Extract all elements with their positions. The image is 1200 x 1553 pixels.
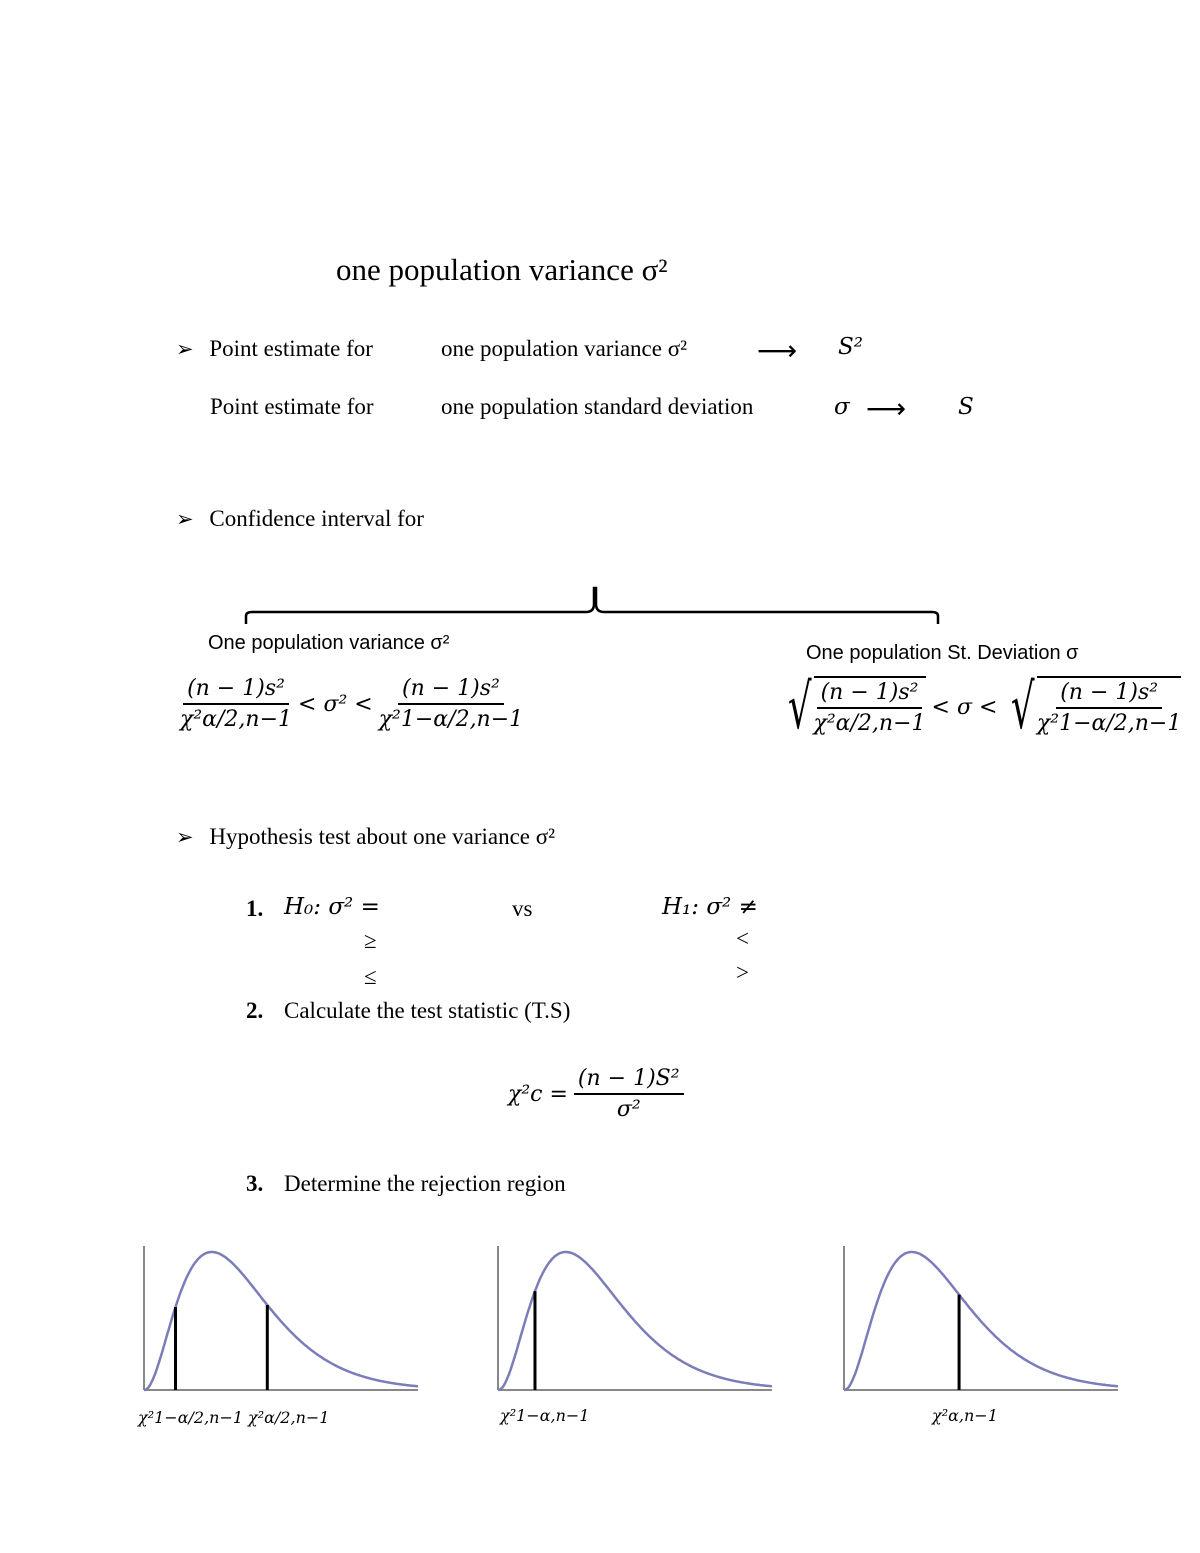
- fraction-denominator: χ²1−α/2,n−1: [1036, 711, 1182, 736]
- versus-text: vs: [512, 896, 533, 921]
- title-text: one population variance σ²: [336, 252, 668, 287]
- test-statistic-fraction: [574, 1066, 684, 1122]
- hypothesis-heading: [176, 824, 555, 850]
- fraction-denominator: χ²α/2,n−1: [813, 711, 926, 736]
- alternative-hypothesis: H₁: σ² ≠: [662, 894, 758, 920]
- step-1-number: 1.: [246, 896, 264, 921]
- estimator-s-squared: S²: [838, 334, 863, 360]
- curly-brace: [240, 584, 950, 628]
- sqrt-icon: √: [787, 670, 812, 743]
- ci-variance-label: One population variance σ²: [208, 632, 450, 654]
- graph1-label-right: χ²α/2,n−1: [248, 1408, 330, 1427]
- density-curve: [498, 1252, 772, 1390]
- h1-alt-gt: >: [736, 960, 749, 985]
- right-arrow-icon: ⟶: [757, 334, 798, 367]
- ci-variance-formula: [180, 676, 523, 732]
- ci-variance-left-fraction: [180, 676, 292, 732]
- ci-sd-left-fraction: [814, 680, 926, 736]
- rejection-region-graph-left-tailed: [494, 1246, 776, 1396]
- ci-sd-formula: [780, 670, 1182, 743]
- point-estimate-row-variance: [176, 336, 373, 362]
- ci-variance-right-fraction: [379, 676, 523, 732]
- rejection-region-graph-two-tailed: [140, 1246, 422, 1396]
- density-curve: [844, 1252, 1118, 1390]
- h1-alt-lt: <: [736, 926, 749, 951]
- point-estimate-prefix: Point estimate for: [209, 336, 373, 361]
- estimator-s: S: [958, 394, 974, 420]
- point-estimate-subject-sd: one population standard deviation: [441, 394, 754, 419]
- fraction-numerator: (n − 1)s²: [183, 676, 289, 705]
- graph3-label: χ²α,n−1: [932, 1406, 998, 1425]
- fraction-numerator: (n − 1)s²: [817, 680, 923, 709]
- inequality-middle: < σ² <: [298, 691, 373, 717]
- fraction-numerator: (n − 1)s²: [1056, 680, 1162, 709]
- null-hypothesis: H₀: σ² =: [284, 894, 380, 920]
- step-3-number: 3.: [246, 1171, 264, 1196]
- graph2-label: χ²1−α,n−1: [500, 1406, 590, 1425]
- sigma-symbol: σ: [834, 394, 850, 420]
- confidence-interval-heading: [176, 506, 424, 532]
- test-statistic-formula: [508, 1066, 684, 1122]
- right-arrow-icon: ⟶: [866, 392, 907, 425]
- step-2-text: Calculate the test statistic (T.S): [284, 998, 571, 1023]
- point-estimate-subject-variance: one population variance σ²: [441, 336, 688, 361]
- ci-sd-right-fraction: [1037, 680, 1181, 736]
- h0-alt-geq: ≥: [364, 928, 377, 953]
- fraction-denominator: χ²1−α/2,n−1: [378, 707, 524, 732]
- sqrt-right: [1003, 670, 1182, 743]
- sqrt-left: [780, 670, 926, 743]
- bullet-arrow-icon: ➢: [176, 825, 194, 849]
- graph1-label-left: χ²1−α/2,n−1: [138, 1408, 244, 1427]
- inequality-middle: < σ <: [931, 694, 998, 720]
- bullet-arrow-icon: ➢: [176, 337, 194, 361]
- step-3-text: Determine the rejection region: [284, 1171, 566, 1196]
- density-curve: [144, 1252, 418, 1390]
- rejection-region-graph-right-tailed: [840, 1246, 1122, 1396]
- hypothesis-heading-text: Hypothesis test about one variance σ²: [209, 824, 556, 849]
- fraction-numerator: (n − 1)s²: [398, 676, 504, 705]
- bullet-arrow-icon: ➢: [176, 507, 194, 531]
- fraction-denominator: χ²α/2,n−1: [180, 707, 293, 732]
- step-2-number: 2.: [246, 998, 264, 1023]
- h0-alt-leq: ≤: [364, 964, 377, 989]
- confidence-interval-heading-text: Confidence interval for: [209, 506, 424, 531]
- fraction-denominator: σ²: [616, 1097, 641, 1122]
- page-title: [336, 252, 668, 288]
- fraction-numerator: (n − 1)S²: [574, 1066, 684, 1095]
- ci-sd-label: One population St. Deviation σ: [806, 642, 1079, 664]
- point-estimate-prefix-2: Point estimate for: [210, 394, 374, 419]
- test-statistic-lhs: χ²c =: [508, 1081, 568, 1107]
- sqrt-icon: √: [1011, 670, 1036, 743]
